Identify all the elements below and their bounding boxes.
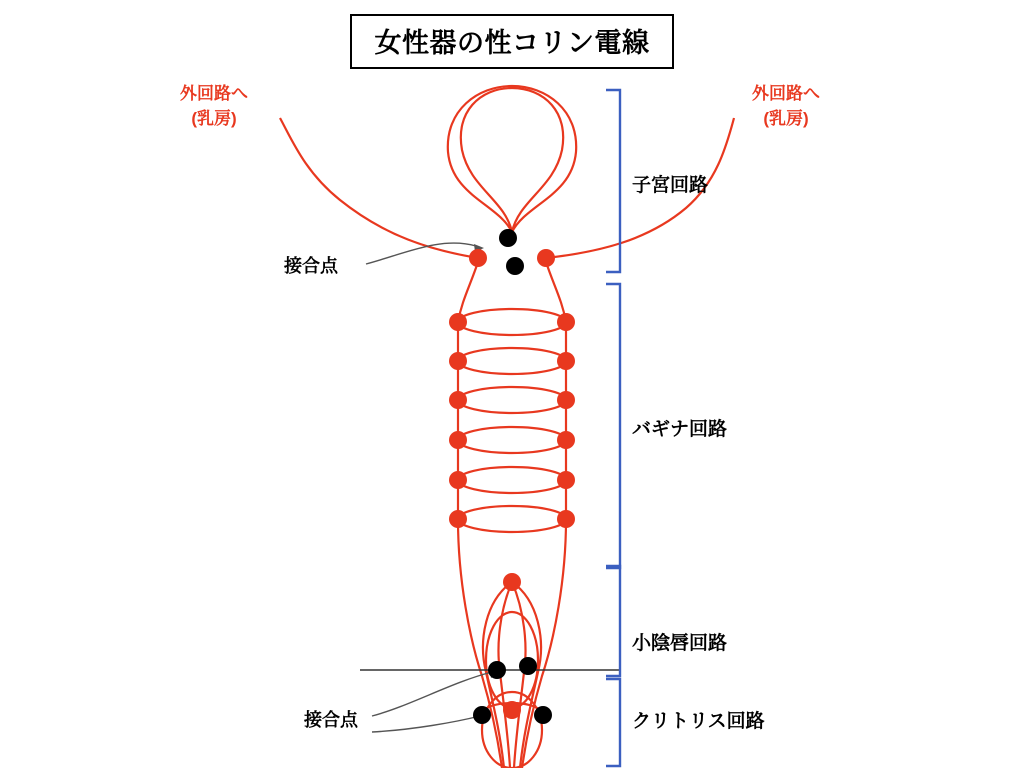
label-junction-top: 接合点 [284, 256, 338, 276]
label-circuit-labia: 小陰唇回路 [632, 633, 728, 654]
label-circuit-clitoris: クリトリス回路 [632, 711, 765, 732]
label-external-left-line1: 外回路へ [180, 84, 248, 103]
page-title: 女性器の性コリン電線 [350, 14, 674, 69]
label-junction-bottom: 接合点 [304, 710, 358, 730]
label-external-right [752, 82, 820, 131]
label-external-left [180, 82, 248, 131]
label-external-right-line2: (乳房) [763, 108, 809, 128]
label-external-right-line1: 外回路へ [752, 84, 820, 103]
label-circuit-uterus: 子宮回路 [632, 175, 709, 196]
label-external-left-line2: (乳房) [191, 108, 237, 128]
label-circuit-vagina: バギナ回路 [632, 419, 728, 440]
